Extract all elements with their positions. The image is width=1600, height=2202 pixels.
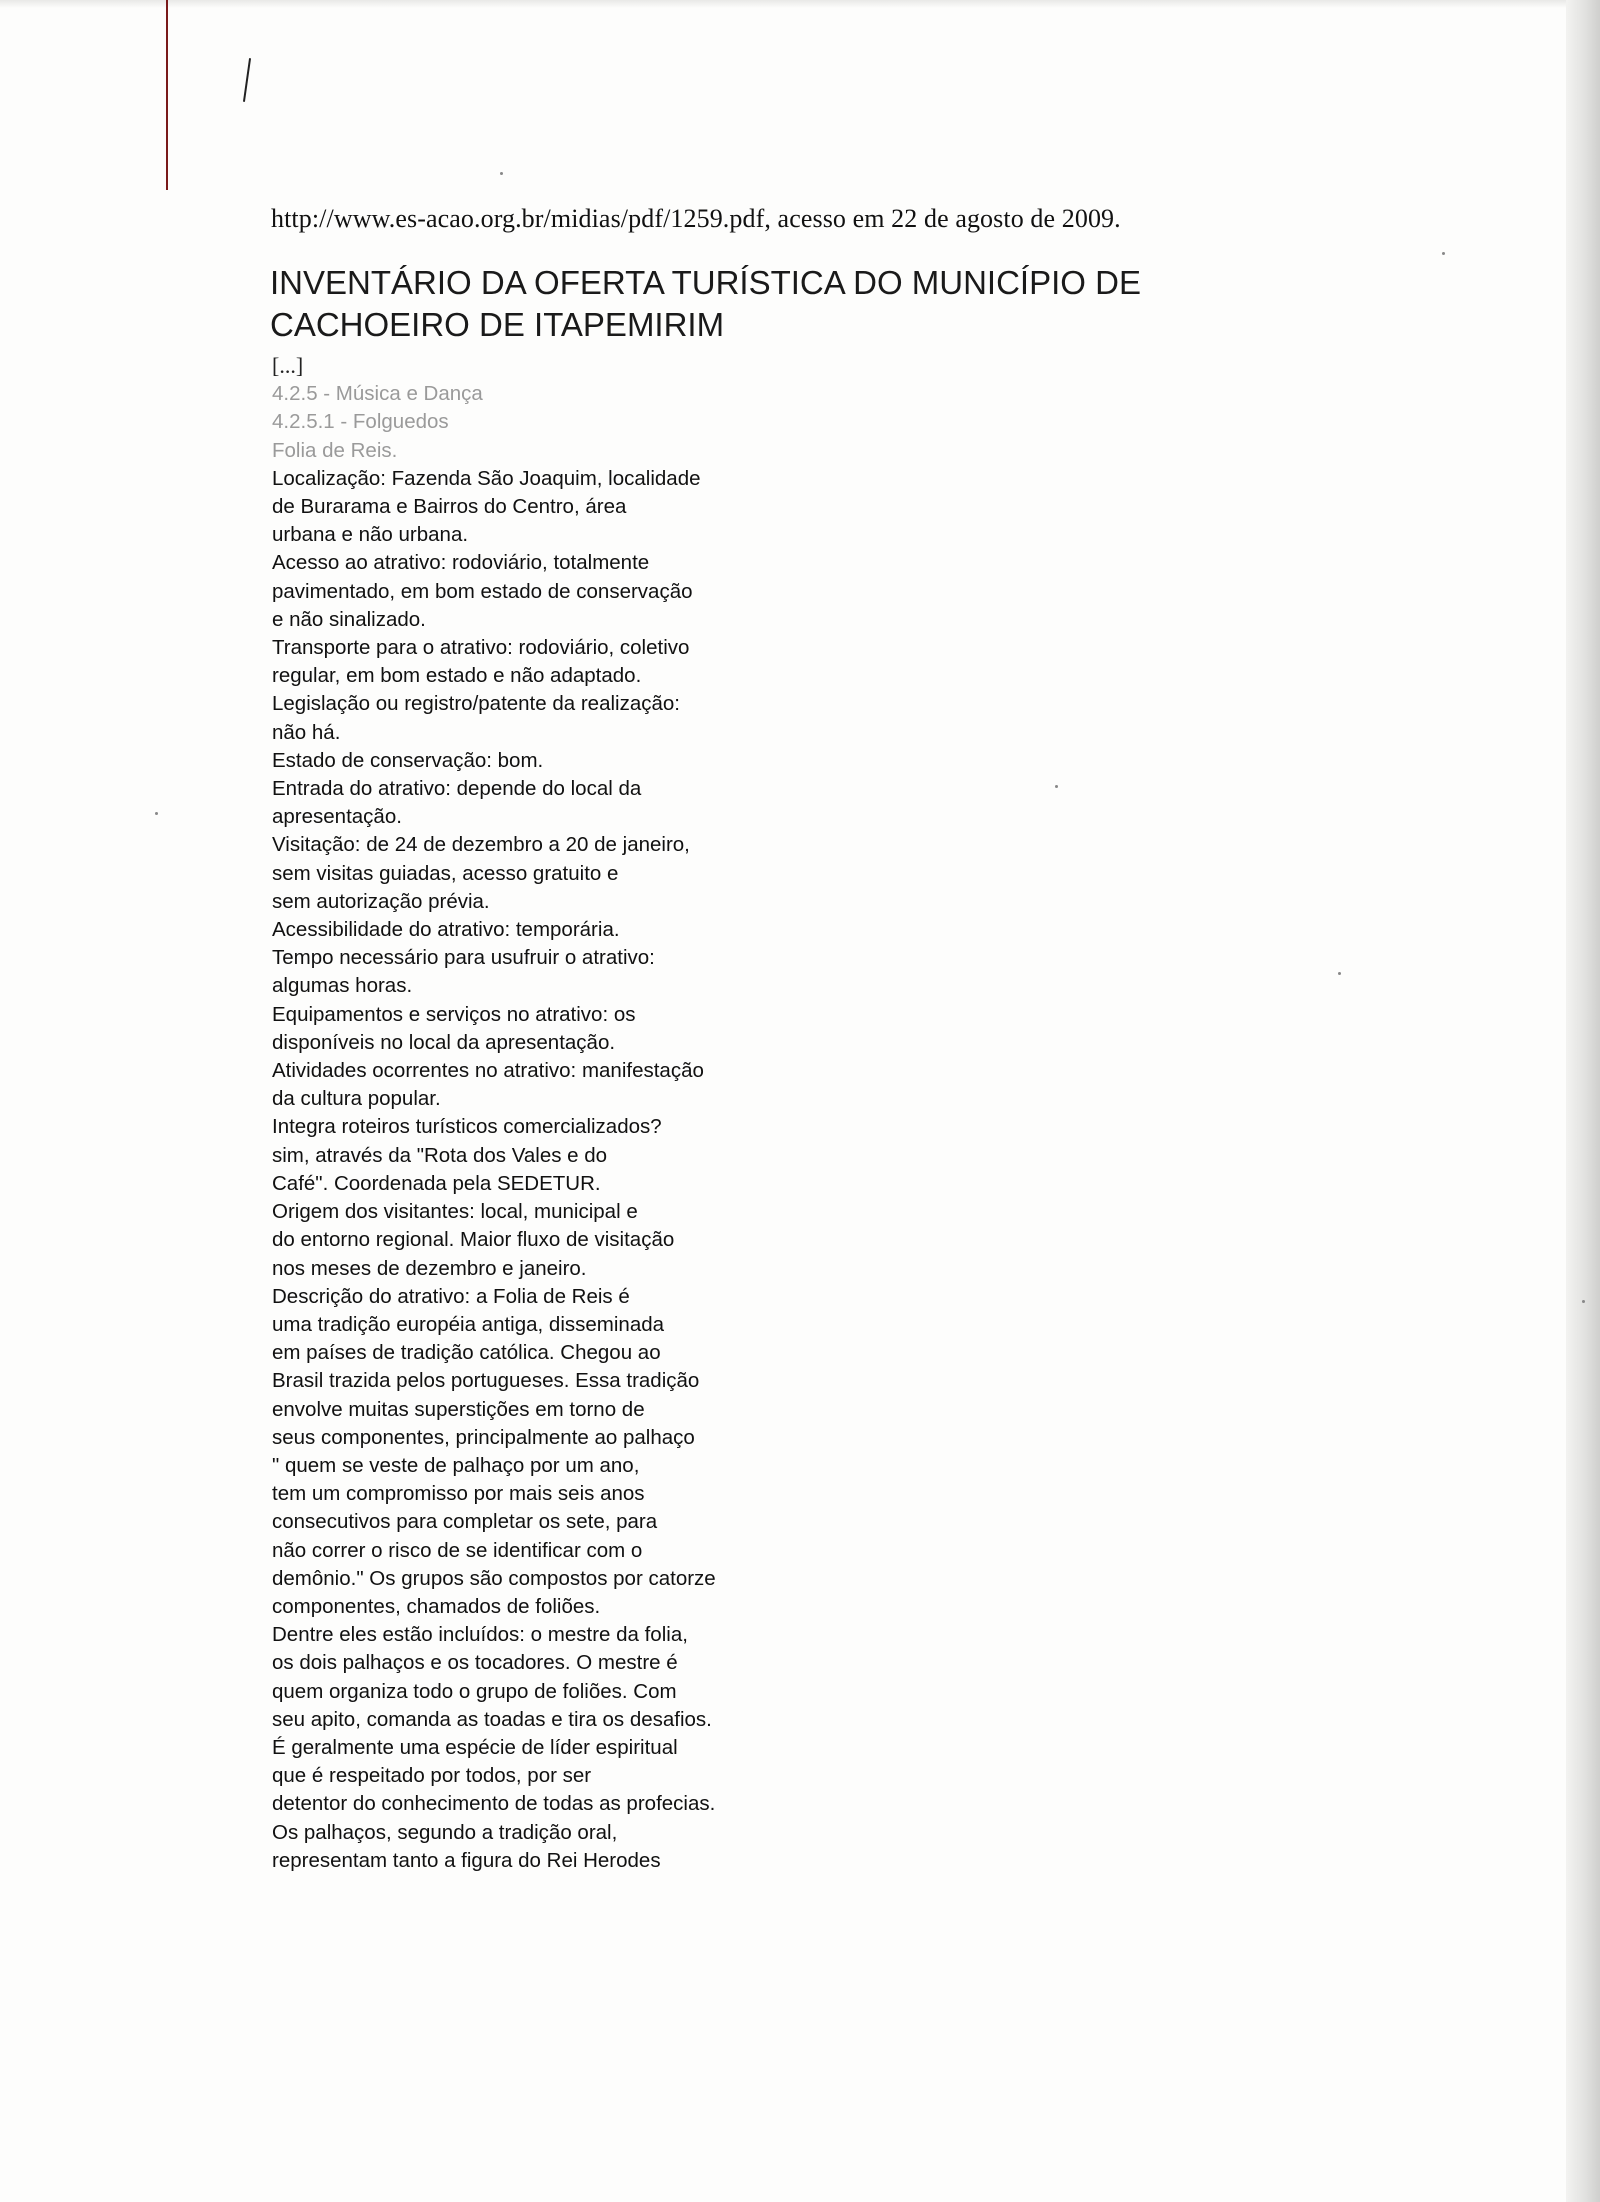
body-line: seu apito, comanda as toadas e tira os desafios.: [272, 1707, 712, 1731]
body-line: seus componentes, principalmente ao palhaço: [272, 1425, 695, 1449]
body-line: algumas horas.: [272, 974, 413, 998]
body-line: Dentre eles estão incluídos: o mestre da folia,: [272, 1623, 688, 1647]
body-text: [272, 465, 972, 1875]
body-line: de Burarama e Bairros do Centro, área: [272, 495, 627, 519]
body-line: Integra roteiros turísticos comercializados?: [272, 1115, 662, 1139]
body-line: Localização: Fazenda São Joaquim, localidade: [272, 466, 701, 490]
body-line: Atividades ocorrentes no atrativo: manifestação: [272, 1059, 704, 1083]
body-line: quem organiza todo o grupo de foliões. Com: [272, 1679, 677, 1703]
scan-speck: [1442, 252, 1445, 255]
margin-pen-stroke: [243, 58, 251, 102]
body-line: " quem se veste de palhaço por um ano,: [272, 1453, 640, 1477]
body-line: não correr o risco de se identificar com o: [272, 1538, 643, 1562]
scan-edge-right: [1566, 0, 1600, 2202]
omission-marker: [...]: [272, 353, 304, 378]
body-line: Legislação ou registro/patente da realização:: [272, 692, 680, 716]
body-line: detentor do conhecimento de todas as profecias.: [272, 1792, 716, 1816]
body-line: os dois palhaços e os tocadores. O mestre é: [272, 1651, 678, 1675]
scan-speck: [1055, 785, 1058, 788]
subsection-heading: 4.2.5.1 - Folguedos: [272, 410, 449, 434]
source-citation: http://www.es-acao.org.br/midias/pdf/1259.pdf, acesso em 22 de agosto de 2009.: [271, 204, 1121, 233]
body-line: Brasil trazida pelos portugueses. Essa tradição: [272, 1369, 700, 1393]
scan-speck: [1582, 1300, 1585, 1303]
body-line: disponíveis no local da apresentação.: [272, 1030, 616, 1054]
document-title: [270, 262, 1230, 346]
body-line: Tempo necessário para usufruir o atrativo:: [272, 946, 655, 970]
body-line: não há.: [272, 720, 341, 744]
body-line: tem um compromisso por mais seis anos: [272, 1482, 645, 1506]
body-line: Estado de conservação: bom.: [272, 748, 544, 772]
title-line: CACHOEIRO DE ITAPEMIRIM: [270, 306, 725, 343]
body-line: representam tanto a figura do Rei Herodes: [272, 1848, 661, 1872]
margin-pen-mark: [166, 0, 168, 190]
body-line: Acessibilidade do atrativo: temporária.: [272, 918, 620, 942]
body-line: nos meses de dezembro e janeiro.: [272, 1256, 587, 1280]
body-line: Café". Coordenada pela SEDETUR.: [272, 1171, 601, 1195]
body-line: em países de tradição católica. Chegou ao: [272, 1341, 661, 1365]
body-line: Transporte para o atrativo: rodoviário, coletivo: [272, 636, 690, 660]
body-line: Descrição do atrativo: a Folia de Reis é: [272, 1284, 630, 1308]
body-line: que é respeitado por todos, por ser: [272, 1764, 592, 1788]
section-heading: 4.2.5 - Música e Dança: [272, 382, 483, 406]
body-line: Acesso ao atrativo: rodoviário, totalmente: [272, 551, 650, 575]
scan-speck: [500, 172, 503, 175]
body-line: sem visitas guiadas, acesso gratuito e: [272, 861, 619, 885]
body-line: Equipamentos e serviços no atrativo: os: [272, 1002, 636, 1026]
body-line: da cultura popular.: [272, 1087, 441, 1111]
scan-speck: [1338, 972, 1341, 975]
body-line: apresentação.: [272, 805, 402, 829]
body-line: urbana e não urbana.: [272, 523, 469, 547]
body-line: envolve muitas superstições em torno de: [272, 1397, 645, 1421]
body-line: É geralmente uma espécie de líder espiritual: [272, 1735, 678, 1759]
body-line: demônio." Os grupos são compostos por catorze: [272, 1566, 716, 1590]
scan-edge-top: [0, 0, 1600, 8]
body-line: uma tradição européia antiga, disseminada: [272, 1312, 665, 1336]
body-line: Origem dos visitantes: local, municipal e: [272, 1200, 638, 1224]
document-body: [272, 352, 972, 1875]
body-line: Visitação: de 24 de dezembro a 20 de janeiro,: [272, 833, 690, 857]
body-line: e não sinalizado.: [272, 607, 426, 631]
body-line: pavimentado, em bom estado de conservação: [272, 579, 693, 603]
body-line: sim, através da "Rota dos Vales e do: [272, 1143, 608, 1167]
item-heading: Folia de Reis.: [272, 438, 398, 462]
body-line: Entrada do atrativo: depende do local da: [272, 777, 642, 801]
body-line: Os palhaços, segundo a tradição oral,: [272, 1820, 618, 1844]
scan-speck: [155, 812, 158, 815]
body-line: consecutivos para completar os sete, para: [272, 1510, 658, 1534]
body-line: componentes, chamados de foliões.: [272, 1594, 601, 1618]
body-line: sem autorização prévia.: [272, 889, 490, 913]
title-line: INVENTÁRIO DA OFERTA TURÍSTICA DO MUNICÍPIO DE: [270, 264, 1141, 301]
body-line: regular, em bom estado e não adaptado.: [272, 664, 642, 688]
body-line: do entorno regional. Maior fluxo de visitação: [272, 1228, 675, 1252]
